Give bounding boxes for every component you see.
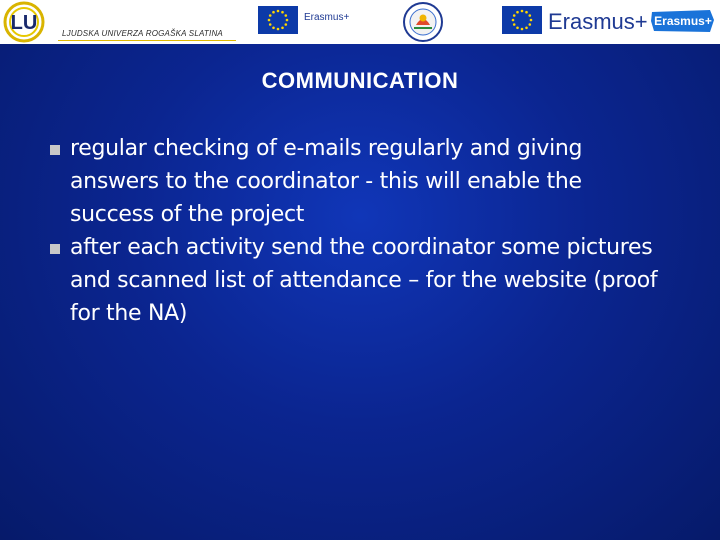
- square-bullet-icon: [50, 145, 60, 155]
- institution-underline: [58, 40, 236, 41]
- erasmus-badge-label: Erasmus+: [654, 14, 712, 28]
- bullet-text: after each activity send the coordinator some pictures and scanned list of attendance – for the website (proof for the NA): [70, 235, 658, 326]
- bullet-item: [50, 231, 670, 330]
- ljudska-univerza-logo-icon: [3, 1, 49, 43]
- bullet-item: [50, 132, 670, 231]
- partner-round-logo-icon: [402, 1, 444, 43]
- logo-strip: [0, 0, 720, 44]
- bullet-list: [50, 132, 670, 330]
- erasmus-large-label: Erasmus+: [548, 9, 648, 34]
- bullet-text: regular checking of e-mails regularly and giving answers to the coordinator - this will enable the success of the project: [70, 136, 583, 227]
- eu-flag-icon: [258, 6, 298, 34]
- square-bullet-icon: [50, 244, 60, 254]
- erasmus-small-label: Erasmus+: [304, 12, 350, 23]
- eu-flag-large-icon: [502, 6, 542, 34]
- slide-title: COMMUNICATION: [261, 68, 459, 93]
- lu-monogram: LU: [10, 12, 38, 34]
- institution-name: LJUDSKA UNIVERZA ROGAŠKA SLATINA: [62, 29, 223, 38]
- erasmus-badge-icon: [650, 8, 716, 34]
